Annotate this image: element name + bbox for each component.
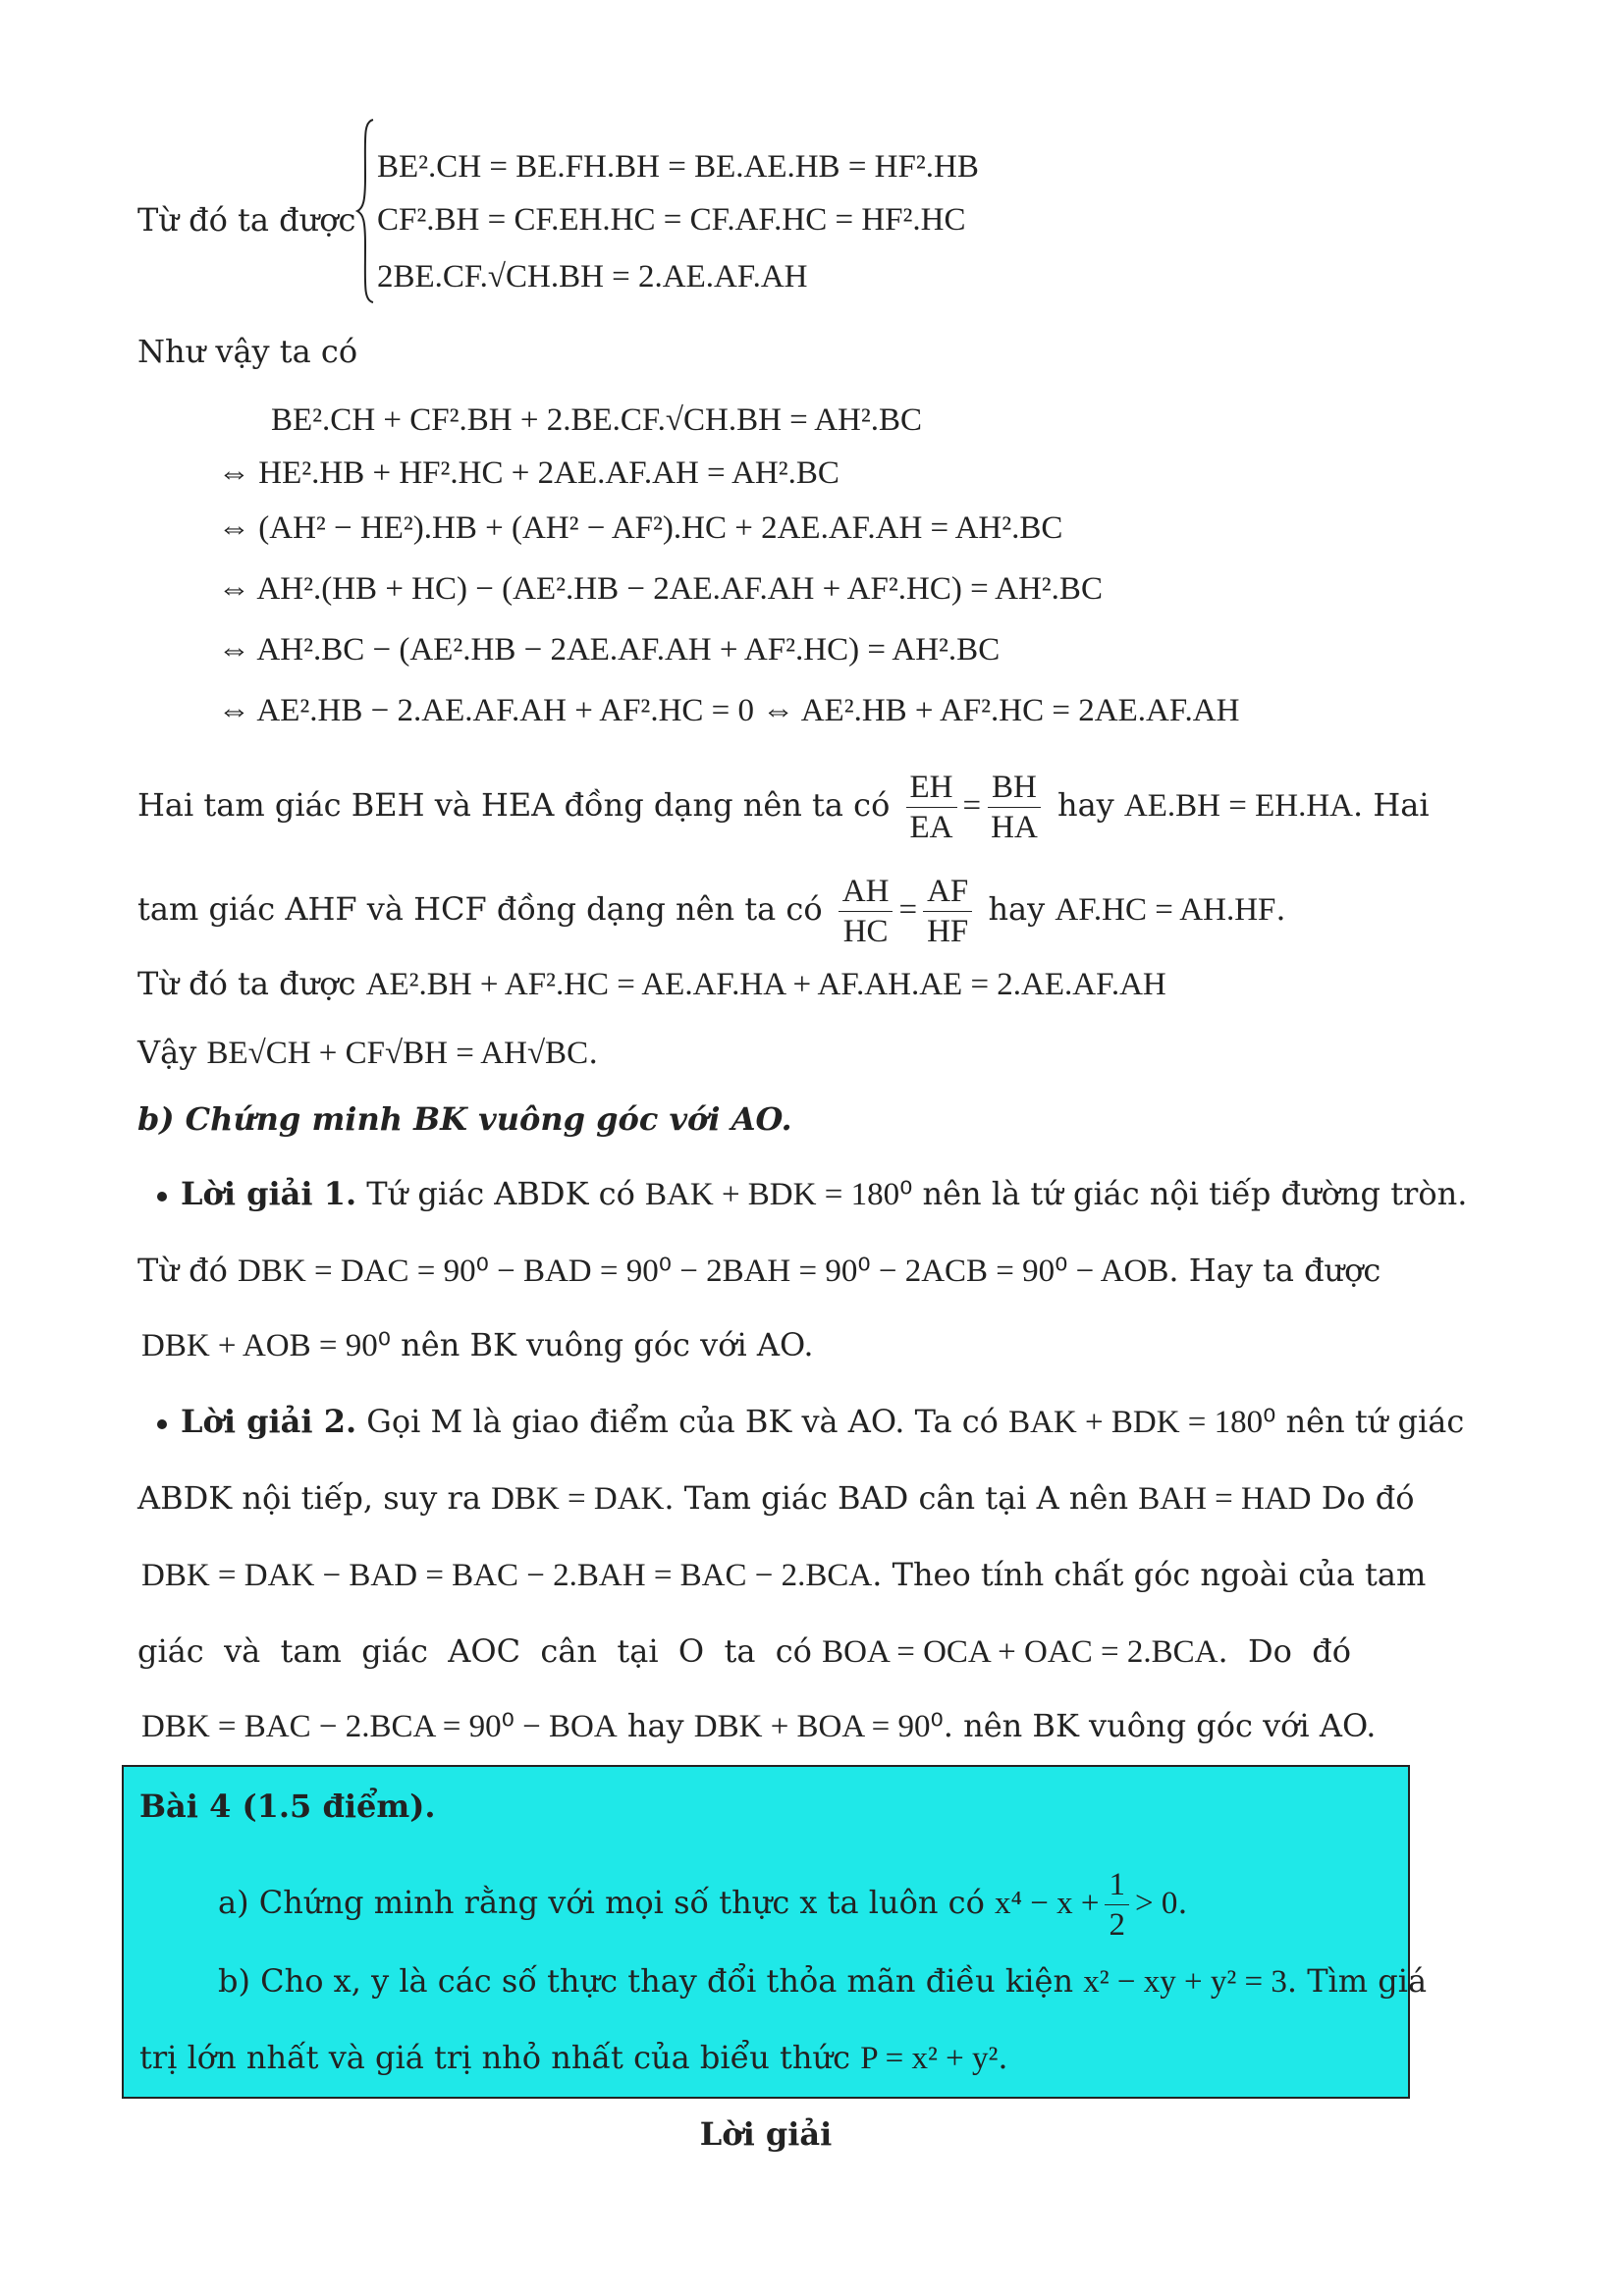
part-b-eq: x² − xy + y² = 3 xyxy=(1083,1964,1287,2000)
from-line xyxy=(137,964,1166,1004)
part-b-line2-text: trị lớn nhất và giá trị nhỏ nhất của biểu thức xyxy=(139,2039,851,2076)
sol1-line-3 xyxy=(141,1325,814,1365)
system-line-1: BE².CH = BE.FH.BH = BE.AE.HB = HF².HB xyxy=(377,149,979,185)
sol1-label: Lời giải 1. xyxy=(181,1175,357,1212)
solution-heading: Lời giải xyxy=(699,2115,833,2153)
system-line-3: 2BE.CF.√CH.BH = 2.AE.AF.AH xyxy=(377,259,808,294)
sol2-line2-b: . Tam giác BAD cân tại A nên xyxy=(664,1479,1129,1517)
sol2-line3-b: . Theo tính chất góc ngoài của tam xyxy=(872,1556,1427,1593)
sol1-line2-b: . Hay ta được xyxy=(1168,1252,1381,1289)
sol2-line-4 xyxy=(137,1631,1351,1672)
fraction-eh-ea: $\frac{EH}{EA}$ xyxy=(906,770,957,845)
fraction-one-half: $\frac{1}{2}$ xyxy=(1105,1867,1129,1943)
sol2-label: Lời giải 2. xyxy=(181,1403,357,1440)
intro-text: Như vậy ta có xyxy=(137,333,358,370)
derivation-line-5: ⇔ AH².BC − (AE².HB − 2AE.AF.AH + AF².HC) = AH².BC xyxy=(218,632,1001,667)
similar1-text-a: Hai tam giác BEH và HEA đồng dạng nên ta có xyxy=(137,786,891,824)
similar2-eq: AF.HC = AH.HF xyxy=(1055,892,1276,928)
similar1-text-b: hay xyxy=(1056,786,1114,824)
part-b-eq2: P = x² + y² xyxy=(860,2041,999,2076)
problem-4-title: Bài 4 (1.5 điểm). xyxy=(139,1788,436,1825)
similar-triangles-2: tam giác AHF và HCF đồng dạng nên ta có $\frac{AH}{HC}$ = $\frac{AF}{HF}$ hay AF.HC = AH.HF. xyxy=(137,874,1286,949)
similar2-text-c: . xyxy=(1275,890,1286,928)
part-b-tail: . Tìm giá xyxy=(1286,1962,1428,2000)
sol2-line5-b: . nên BK vuông góc với AO. xyxy=(943,1707,1377,1744)
sol2-line2-eq2: BAH = HAD xyxy=(1138,1481,1312,1517)
similar-triangles-1: Hai tam giác BEH và HEA đồng dạng nên ta có $\frac{EH}{EA}$ = $\frac{BH}{HA}$ hay AE.BH = EH.HA. Hai xyxy=(137,770,1430,845)
part-b-end: . xyxy=(998,2039,1008,2076)
derivation-line-2: ⇔ HE².HB + HF².HC + 2AE.AF.AH = AH².BC xyxy=(218,455,839,491)
sol2-line3-eq: DBK = DAK − BAD = BAC − 2.BAH = BAC − 2.BCA xyxy=(141,1558,873,1593)
fraction-ah-hc: $\frac{AH}{HC}$ xyxy=(839,874,893,949)
system-lead: Từ đó ta được xyxy=(137,201,356,239)
problem-4-part-a xyxy=(218,1867,1188,1943)
sol1-line1-eq: BAK + BDK = 180⁰ xyxy=(645,1177,913,1212)
similar2-text-a: tam giác AHF và HCF đồng dạng nên ta có xyxy=(137,890,823,928)
part-a-text: a) Chứng minh rằng với mọi số thực x ta luôn có xyxy=(218,1884,985,1921)
sol1-line2-a: Từ đó xyxy=(137,1252,228,1289)
sol2-line1-eq: BAK + BDK = 180⁰ xyxy=(1008,1405,1276,1440)
sol2-line-3 xyxy=(141,1555,1426,1595)
sol1-line-1 xyxy=(157,1174,1467,1214)
system-line-2: CF².BH = CF.EH.HC = CF.AF.HC = HF².HC xyxy=(377,202,966,238)
part-a-end: . xyxy=(1177,1884,1188,1921)
problem-4-part-b xyxy=(218,1961,1427,2002)
similar1-text-c: . Hai xyxy=(1353,786,1430,824)
fraction-bh-ha: $\frac{BH}{HA}$ xyxy=(987,770,1042,845)
from-line-lead: Từ đó ta được xyxy=(137,965,356,1002)
left-brace-icon xyxy=(355,118,377,304)
sol2-line2-c: Do đó xyxy=(1321,1479,1415,1517)
part-b-heading: b) Chứng minh BK vuông góc với AO. xyxy=(137,1100,792,1138)
sol1-line3-b: nên BK vuông góc với AO. xyxy=(401,1326,814,1363)
derivation-line-1: BE².CH + CF².BH + 2.BE.CF.√CH.BH = AH².BC xyxy=(271,402,923,438)
derivation-line-6: ⇔ AE².HB − 2.AE.AF.AH + AF².HC = 0 ⇔ AE².HB + AF².HC = 2AE.AF.AH xyxy=(218,693,1240,728)
sol2-line2-a: ABDK nội tiếp, suy ra xyxy=(137,1479,481,1517)
sol2-line5-a: hay xyxy=(626,1707,684,1744)
part-a-eq-right: > 0 xyxy=(1134,1886,1178,1921)
from-line-eq: AE².BH + AF².HC = AE.AF.HA + AF.AH.AE = 2.AE.AF.AH xyxy=(365,967,1166,1002)
conclusion-eq: BE√CH + CF√BH = AH√BC xyxy=(206,1036,589,1071)
sol2-line2-eq: DBK = DAK xyxy=(491,1481,665,1517)
part-a-eq-left: x⁴ − x + xyxy=(995,1886,1100,1921)
conclusion-lead: Vậy xyxy=(137,1034,197,1071)
sol1-line3-eq: DBK + AOB = 90⁰ xyxy=(141,1328,391,1363)
part-b-text: b) Cho x, y là các số thực thay đổi thỏa mãn điều kiện xyxy=(218,1962,1074,2000)
sol2-line-5 xyxy=(141,1706,1376,1746)
problem-4-box xyxy=(122,1765,1428,2099)
similar1-eq: AE.BH = EH.HA xyxy=(1123,788,1354,824)
sol1-line2-eq: DBK = DAC = 90⁰ − BAD = 90⁰ − 2BAH = 90⁰ − 2ACB = 90⁰ − AOB xyxy=(238,1254,1169,1289)
fraction-af-hf: $\frac{AF}{HF}$ xyxy=(923,874,972,949)
problem-4-part-b-line-2 xyxy=(139,2038,1008,2078)
derivation-line-4: ⇔ AH².(HB + HC) − (AE².HB − 2AE.AF.AH + AF².HC) = AH².BC xyxy=(218,571,1103,607)
sol2-line4-b: . Do đó xyxy=(1218,1632,1351,1670)
sol2-line4-a: giác và tam giác AOC cân tại O ta có xyxy=(137,1632,812,1670)
sol2-line-2 xyxy=(137,1478,1415,1519)
similar2-text-b: hay xyxy=(988,890,1046,928)
sol2-line-1 xyxy=(157,1402,1464,1442)
sol2-line5-eq2: DBK + BOA = 90⁰ xyxy=(693,1709,944,1744)
sol2-line5-eq: DBK = BAC − 2.BCA = 90⁰ − BOA xyxy=(141,1709,618,1744)
bullet-icon xyxy=(157,1192,167,1201)
sol1-line-2 xyxy=(137,1251,1380,1291)
bullet-icon xyxy=(157,1419,167,1429)
derivation-line-3: ⇔ (AH² − HE²).HB + (AH² − AF²).HC + 2AE.AF.AH = AH².BC xyxy=(218,510,1063,546)
sol1-line1-a: Tứ giác ABDK có xyxy=(366,1175,635,1212)
sol2-line4-eq: BOA = OCA + OAC = 2.BCA xyxy=(822,1634,1218,1670)
conclusion-end: . xyxy=(588,1034,599,1071)
sol1-line1-b: nên là tứ giác nội tiếp đường tròn. xyxy=(922,1175,1468,1212)
conclusion xyxy=(137,1033,598,1073)
sol2-line1-b: nên tứ giác xyxy=(1285,1403,1465,1440)
sol2-line1-a: Gọi M là giao điểm của BK và AO. Ta có xyxy=(366,1403,999,1440)
